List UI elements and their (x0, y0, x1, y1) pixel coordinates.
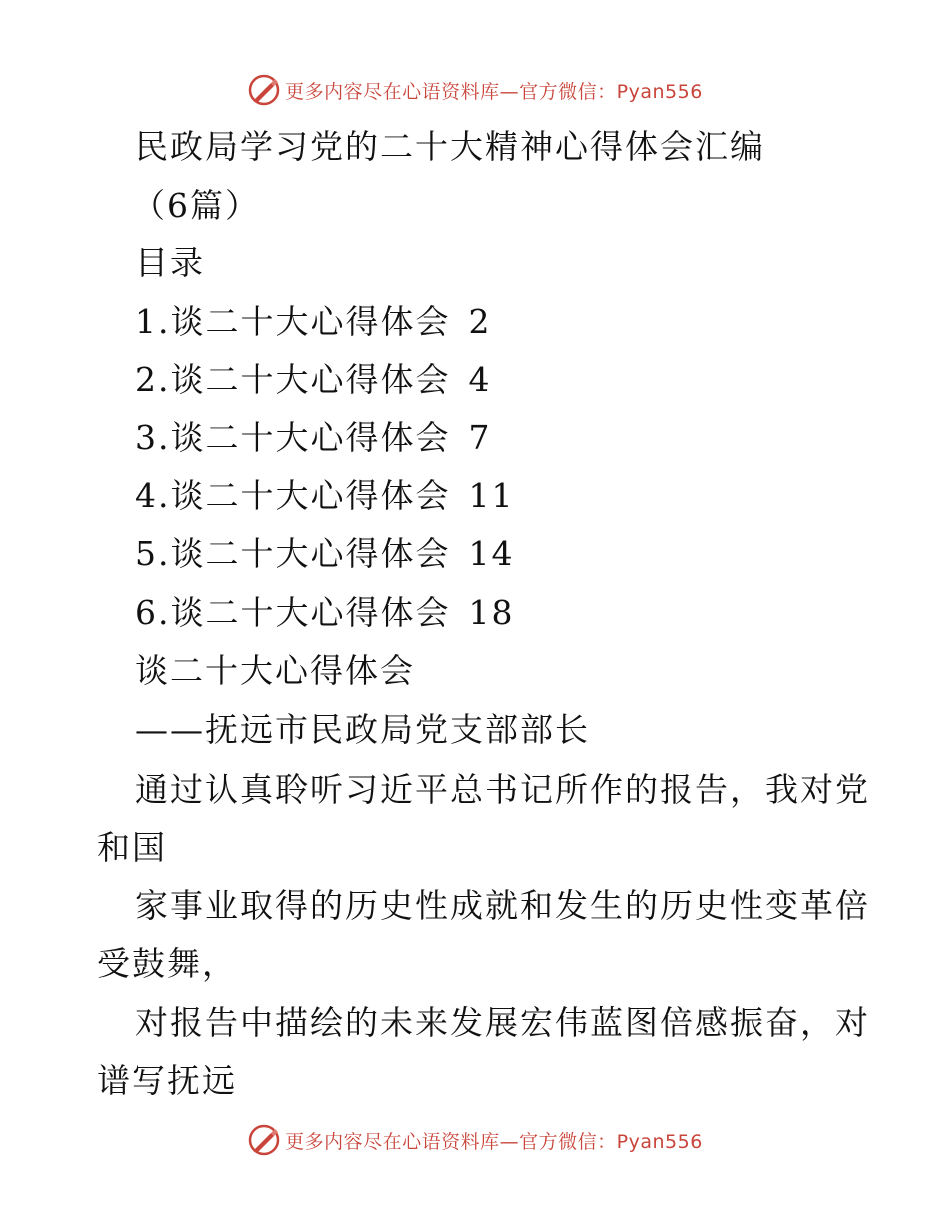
watermark-banner-top (0, 70, 950, 110)
toc-item-number: 3. (135, 418, 171, 457)
toc-item[interactable] (135, 476, 515, 516)
pen-logo-icon (247, 1123, 281, 1157)
toc-item-page: 4 (468, 360, 492, 399)
toc-item[interactable] (135, 302, 492, 342)
paragraph-line: 受鼓舞， (97, 944, 237, 983)
toc-item[interactable] (135, 418, 492, 458)
article-author: ——抚远市民政局党支部部长 (135, 710, 590, 749)
paragraph-line: 和国 (97, 828, 167, 867)
toc-item-number: 5. (135, 534, 171, 573)
pen-logo-icon (247, 73, 281, 107)
toc-item-page: 2 (468, 302, 492, 341)
toc-item-label: 谈二十大心得体会 (170, 476, 451, 515)
toc-item-number: 6. (135, 593, 171, 632)
toc-item-label: 谈二十大心得体会 (170, 418, 451, 457)
toc-item-page: 7 (468, 418, 492, 457)
toc-heading: 目录 (135, 243, 205, 282)
paragraph-line: 谱写抚远 (97, 1061, 237, 1100)
toc-item-label: 谈二十大心得体会 (170, 360, 451, 399)
document-title: 民政局学习党的二十大精神心得体会汇编 (135, 127, 765, 166)
toc-item-page: 18 (468, 593, 515, 632)
article-title: 谈二十大心得体会 (135, 651, 415, 690)
paragraph-line: 家事业取得的历史性成就和发生的历史性变革倍 (135, 886, 870, 925)
toc-item-label: 谈二十大心得体会 (170, 593, 451, 632)
watermark-banner-bottom (0, 1120, 950, 1160)
document-subtitle: （6篇） (132, 186, 260, 225)
toc-item-page: 14 (468, 534, 515, 573)
watermark-text: 更多内容尽在心语资料库—官方微信：Pyan556 (285, 80, 703, 103)
paragraph-line: 对报告中描绘的未来发展宏伟蓝图倍感振奋，对 (135, 1003, 870, 1042)
toc-item-number: 4. (135, 476, 171, 515)
watermark-text: 更多内容尽在心语资料库—官方微信：Pyan556 (285, 1130, 703, 1153)
toc-item-number: 1. (135, 302, 171, 341)
toc-item-page: 11 (468, 476, 515, 515)
toc-item-label: 谈二十大心得体会 (170, 302, 451, 341)
paragraph-line: 通过认真聆听习近平总书记所作的报告，我对党 (135, 770, 870, 809)
toc-item-number: 2. (135, 360, 171, 399)
toc-item[interactable] (135, 534, 515, 574)
toc-item[interactable] (135, 593, 515, 633)
toc-item-label: 谈二十大心得体会 (170, 534, 451, 573)
toc-item[interactable] (135, 360, 492, 400)
